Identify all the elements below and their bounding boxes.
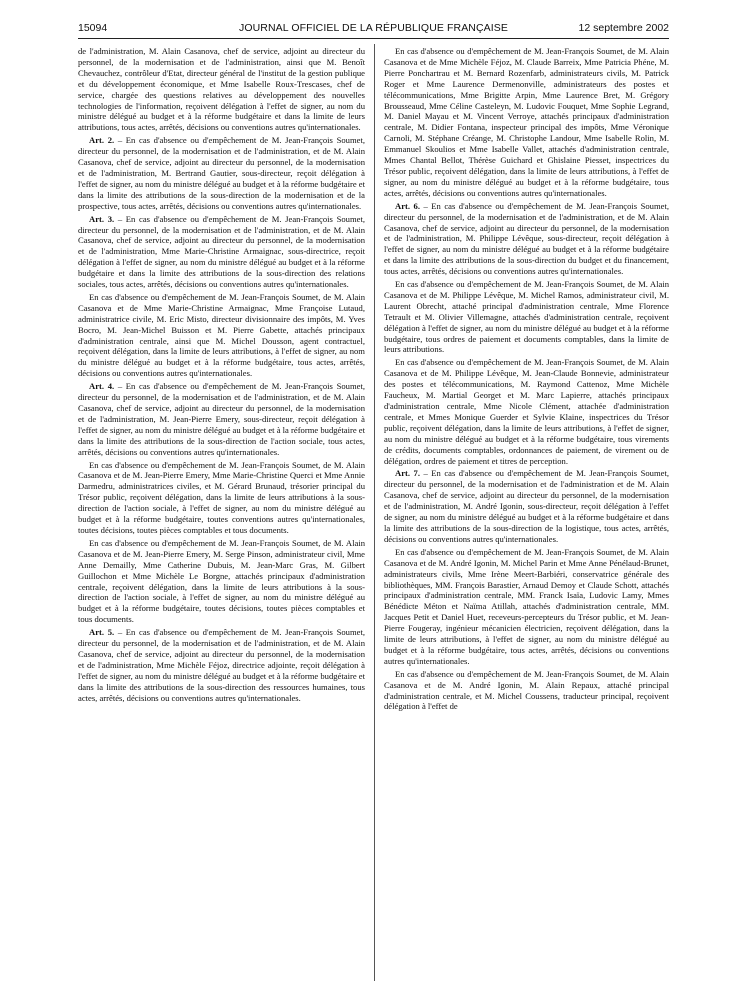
right-column [384, 46, 669, 981]
paragraph [384, 669, 669, 713]
paragraph-text: En cas d'absence ou d'empêchement de M. Jean-François Soumet, de M. Alain Casanova et de M. Jean-Pierre Emery, Mme Marie-Christine Querci et Mme Annie Darmedru, administratrices civiles, et M. Gérard Brunaud, trésorier principal du Trésor public, reçoivent délégation, dans la limite de leurs attributions à la sous-direction de l'action sociale, à l'effet de signer, au nom du ministre délégué au budget et à la réforme budgétaire, toutes conventions autres qu'internationales, toutes décisions, toutes pièces comptables et tous documents. [78, 459, 365, 535]
publication-date: 12 septembre 2002 [578, 22, 669, 34]
article-number: Art. 6. [395, 200, 420, 211]
paragraph [384, 547, 669, 667]
article-number: Art. 4. [89, 381, 115, 392]
article-paragraph [384, 468, 669, 544]
paragraph-text: En cas d'absence ou d'empêchement de M. Jean-François Soumet, de M. Alain Casanova et de Mme Michèle Féjoz, M. Claude Barreix, Mme Patricia Phéne, M. Pierre Ponchartrau et M. Bernard Rozenfarb, administrateurs civils, M. Patrick Roger et Mme Laurence Dermenonville, administrateurs des postes et télécommunications, Mme Brigitte Arpin, Mme Laurence Bret, M. Grégory Brousseaud, Mme Céline Casteleyn, M. Ludovic Fouquet, Mme Sophie Legrand, M. Daniel Mayau et M. Vincent Verroye, attachés principaux d'administration centrale, M. Didier Fontana, inspecteur principal des impôts, Mme Véronique Carnoli, M. Stéphane Créange, M. Christophe Landour, Mme Isabelle Rolin, M. Emmanuel Skoulios et Mme Isabelle Vallet, attachés d'administration centrale, Mmes Chantal Bellot, Thérèse Guichard et Ghislaine Piesset, inspectrices du Trésor public, reçoivent délégation, dans la limite de leurs attributions, à l'effet de signer, au nom du ministre délégué au budget et à la réforme budgétaire, tous actes, arrêtés, décisions ou conventions autres qu'internationales. [384, 46, 669, 198]
article-paragraph [78, 627, 365, 703]
article-number: Art. 3. [89, 213, 115, 224]
page-number: 15094 [78, 22, 108, 34]
article-number: Art. 5. [89, 627, 115, 638]
article-paragraph [78, 214, 365, 290]
paragraph-text: – En cas d'absence ou d'empêchement de M. Jean-François Soumet, directeur du personnel, de la modernisation et de l'administration, et de M. Alain Casanova, chef de service, adjoint au directeur du personnel, de la modernisation et de l'administration, M. Philippe Lévêque, sous-directeur, reçoit délégation à l'effet de signer, au nom du ministre délégué au budget et à la réforme budgétaire et dans la limite des attributions de la sous-direction du budget et du financement, tous actes, arrêtés, décisions ou conventions autres qu'internationales. [384, 200, 669, 277]
paragraph-text: En cas d'absence ou d'empêchement de M. Jean-François Soumet, de M. Alain Casanova et de Mme Marie-Christine Armaignac, Mme Françoise Lutaud, administratrice civile, M. Eric Misto, directeur divisionnaire des impôts, M. Yves Bocro, M. Jean-Michel Buisson et M. Pierre Gabette, attachés principaux d'administration centrale, ainsi que M. Michel Dousson, agent contractuel, reçoivent délégation, dans la limite de leurs attributions, à l'effet de signer, au nom du ministre délégué au budget et à la réforme budgétaire, tous actes, arrêtés, décisions ou conventions autres qu'internationales. [78, 291, 365, 379]
paragraph [78, 292, 365, 379]
paragraph [384, 46, 669, 199]
paragraph [384, 279, 669, 355]
paragraph-text: En cas d'absence ou d'empêchement de M. Jean-François Soumet, de M. Alain Casanova et de M. André Igonin, M. Michel Parin et Mme Anne Pénélaud-Brunet, administrateurs civils, Mme Irène Meert-Barbiéri, conservatrice générale des bibliothèques, MM. François Barastier, Arnaud Demoy et Claude Schott, attachés principaux d'administration centrale, MM. Franck Isaïa, Ludovic Lamy, Mmes Bénédicte Méton et Naïma Atillah, attachés d'administration centrale, MM. Jacques Petit et Daniel Huet, receveurs-percepteurs du Trésor public, et M. Jean-Pierre Fougeray, ingénieur mécanicien électricien, reçoivent délégation, dans la limite de leurs attributions, à l'effet de signer, au nom du ministre délégué au budget et à la réforme budgétaire, tous actes, arrêtés, décisions ou conventions autres qu'internationales. [384, 546, 669, 666]
page-header [78, 22, 669, 38]
paragraph-text: – En cas d'absence ou d'empêchement de M. Jean-François Soumet, directeur du personnel, de la modernisation et de l'administration, et de M. Alain Casanova, chef de service, adjoint au directeur du personnel, de la modernisation et de l'administration, Mme Marie-Christine Armaignac, sous-directrice, reçoit délégation à l'effet de signer, au nom du ministre délégué au budget et à la réforme budgétaire et dans la limite des attributions de la sous-direction des relations sociales, tous actes, arrêtés, décisions ou conventions autres qu'internationales. [78, 213, 365, 290]
article-paragraph [78, 135, 365, 211]
paragraph-text: En cas d'absence ou d'empêchement de M. Jean-François Soumet, de M. Alain Casanova et de M. André Igonin, M. Alain Repaux, attaché principal d'administration centrale, et M. Michel Coussens, traducteur principal, reçoivent délégation à l'effet de [384, 668, 669, 712]
paragraph-text: En cas d'absence ou d'empêchement de M. Jean-François Soumet, de M. Alain Casanova et de M. Philippe Lévêque, M. Michel Ramos, administrateur civil, M. Laurent Obrecht, attaché principal d'administration centrale, Mme Florence Tetrault et M. Olivier Villemagne, attachés d'administration centrale, reçoivent délégation à l'effet de signer, au nom du ministre délégué au budget et à la réforme budgétaire, tous ordres de paiement et documents comptables, dans la limite de leurs attributions. [384, 279, 669, 355]
paragraph [78, 460, 365, 536]
article-paragraph [384, 201, 669, 277]
paragraph [78, 538, 365, 625]
paragraph [78, 46, 365, 133]
paragraph-text: – En cas d'absence ou d'empêchement de M. Jean-François Soumet, directeur du personnel, de la modernisation et de l'administration, et de M. Alain Casanova, chef de service, adjoint au directeur du personnel, de la modernisation et de l'administration, Mme Michèle Féjoz, directrice adjointe, reçoit délégation à l'effet de signer, au nom du ministre délégué au budget et à la réforme budgétaire et dans la limite des attributions de la sous-direction des ressources humaines, tous actes, arrêtés, décisions ou conventions autres qu'internationales. [78, 627, 365, 703]
article-number: Art. 7. [395, 468, 420, 479]
paragraph-text: – En cas d'absence ou d'empêchement de M. Jean-François Soumet, directeur du personnel, de la modernisation et de l'administration, et de M. Alain Casanova, chef de service, adjoint au directeur du personnel, de la modernisation et de l'administration, M. Bertrand Gautier, sous-directeur, reçoit délégation à l'effet de signer, au nom du ministre délégué au budget et à la réforme budgétaire et dans la limite des attributions de la sous-direction de la modernisation et de la prospective, tous actes, arrêtés, décisions ou conventions autres qu'internationales. [78, 135, 365, 211]
journal-title: JOURNAL OFFICIEL DE LA RÉPUBLIQUE FRANÇAISE [239, 22, 508, 34]
paragraph [384, 357, 669, 466]
column-divider [374, 44, 375, 981]
article-paragraph [78, 381, 365, 457]
left-column [78, 46, 365, 981]
header-rule [78, 38, 669, 39]
paragraph-text: – En cas d'absence ou d'empêchement de M. Jean-François Soumet, directeur du personnel, de la modernisation et de l'administration et de M. Alain Casanova, chef de service, adjoint au directeur du personnel, de la modernisation et de l'administration, M. André Igonin, sous-directeur, reçoit délégation à l'effet de signer, au nom du ministre délégué au budget et à la réforme budgétaire et dans la limite des attributions de la sous-direction de la logistique, tous actes, arrêtés, décisions ou conventions autres qu'internationales. [384, 468, 669, 544]
article-number: Art. 2. [89, 135, 115, 146]
paragraph-text: de l'administration, M. Alain Casanova, chef de service, adjoint au directeur du personnel, de la modernisation et de l'administration, ainsi que M. Benoît Chevauchez, contrôleur d'Etat, directeur général de l'institut de la gestion publique et du développement économique, et Mme Isabelle Roux-Trescases, chef de service, chargée des questions relatives au développement des nouvelles technologies de l'information, reçoivent délégation à l'effet de signer, au nom du ministre délégué au budget et à la réforme budgétaire et dans la limite de leurs attributions, tous actes, arrêtés, décisions ou conventions autres qu'internationales. [78, 46, 365, 133]
paragraph-text: – En cas d'absence ou d'empêchement de M. Jean-François Soumet, directeur du personnel, de la modernisation et de l'administration, et de M. Alain Casanova, chef de service, adjoint au directeur du personnel, de la modernisation et de l'administration, M. Jean-Pierre Emery, sous-directeur, reçoit délégation à l'effet de signer, au nom du ministre délégué au budget et à la réforme budgétaire et dans la limite des attributions de la sous-direction de l'action sociale, tous actes, arrêtés, décisions ou conventions autres qu'internationales. [78, 381, 365, 457]
paragraph-text: En cas d'absence ou d'empêchement de M. Jean-François Soumet, de M. Alain Casanova et de M. Jean-Pierre Emery, M. Serge Pinson, administrateur civil, Mme Anne Demailly, Mme Catherine Dubuis, M. Jean-Marc Gras, M. Gilbert Guillochon et Mme Michèle Le Borgne, attachés principaux d'administration centrale, reçoivent délégation, dans la limite de leurs attributions à la sous-direction de l'action sociale, à l'effet de signer, au nom du ministre délégué au budget et à la réforme budgétaire, toutes décisions, toutes pièces comptables et tous documents. [78, 537, 365, 625]
paragraph-text: En cas d'absence ou d'empêchement de M. Jean-François Soumet, de M. Alain Casanova et de M. Philippe Lévêque, M. Jean-Claude Bonnevie, administrateur des postes et télécommunications, M. Raymond Cattenoz, Mme Michèle Faucheux, M. Martial Georget et M. Marc Lapierre, attachés principaux d'administration centrale, Mme Nicole Clément, attachée d'administration centrale, et Mmes Monique Guerder et Sylvie Klaine, inspectrices du Trésor public, reçoivent délégation, dans la limite de leurs attributions, à l'effet de signer, au nom du ministre délégué au budget et à la réforme budgétaire, tous virements de crédits, documents comptables, ordonnances de paiement, de virement ou de délégation, ordres de paiement et titres de perception. [384, 357, 669, 466]
